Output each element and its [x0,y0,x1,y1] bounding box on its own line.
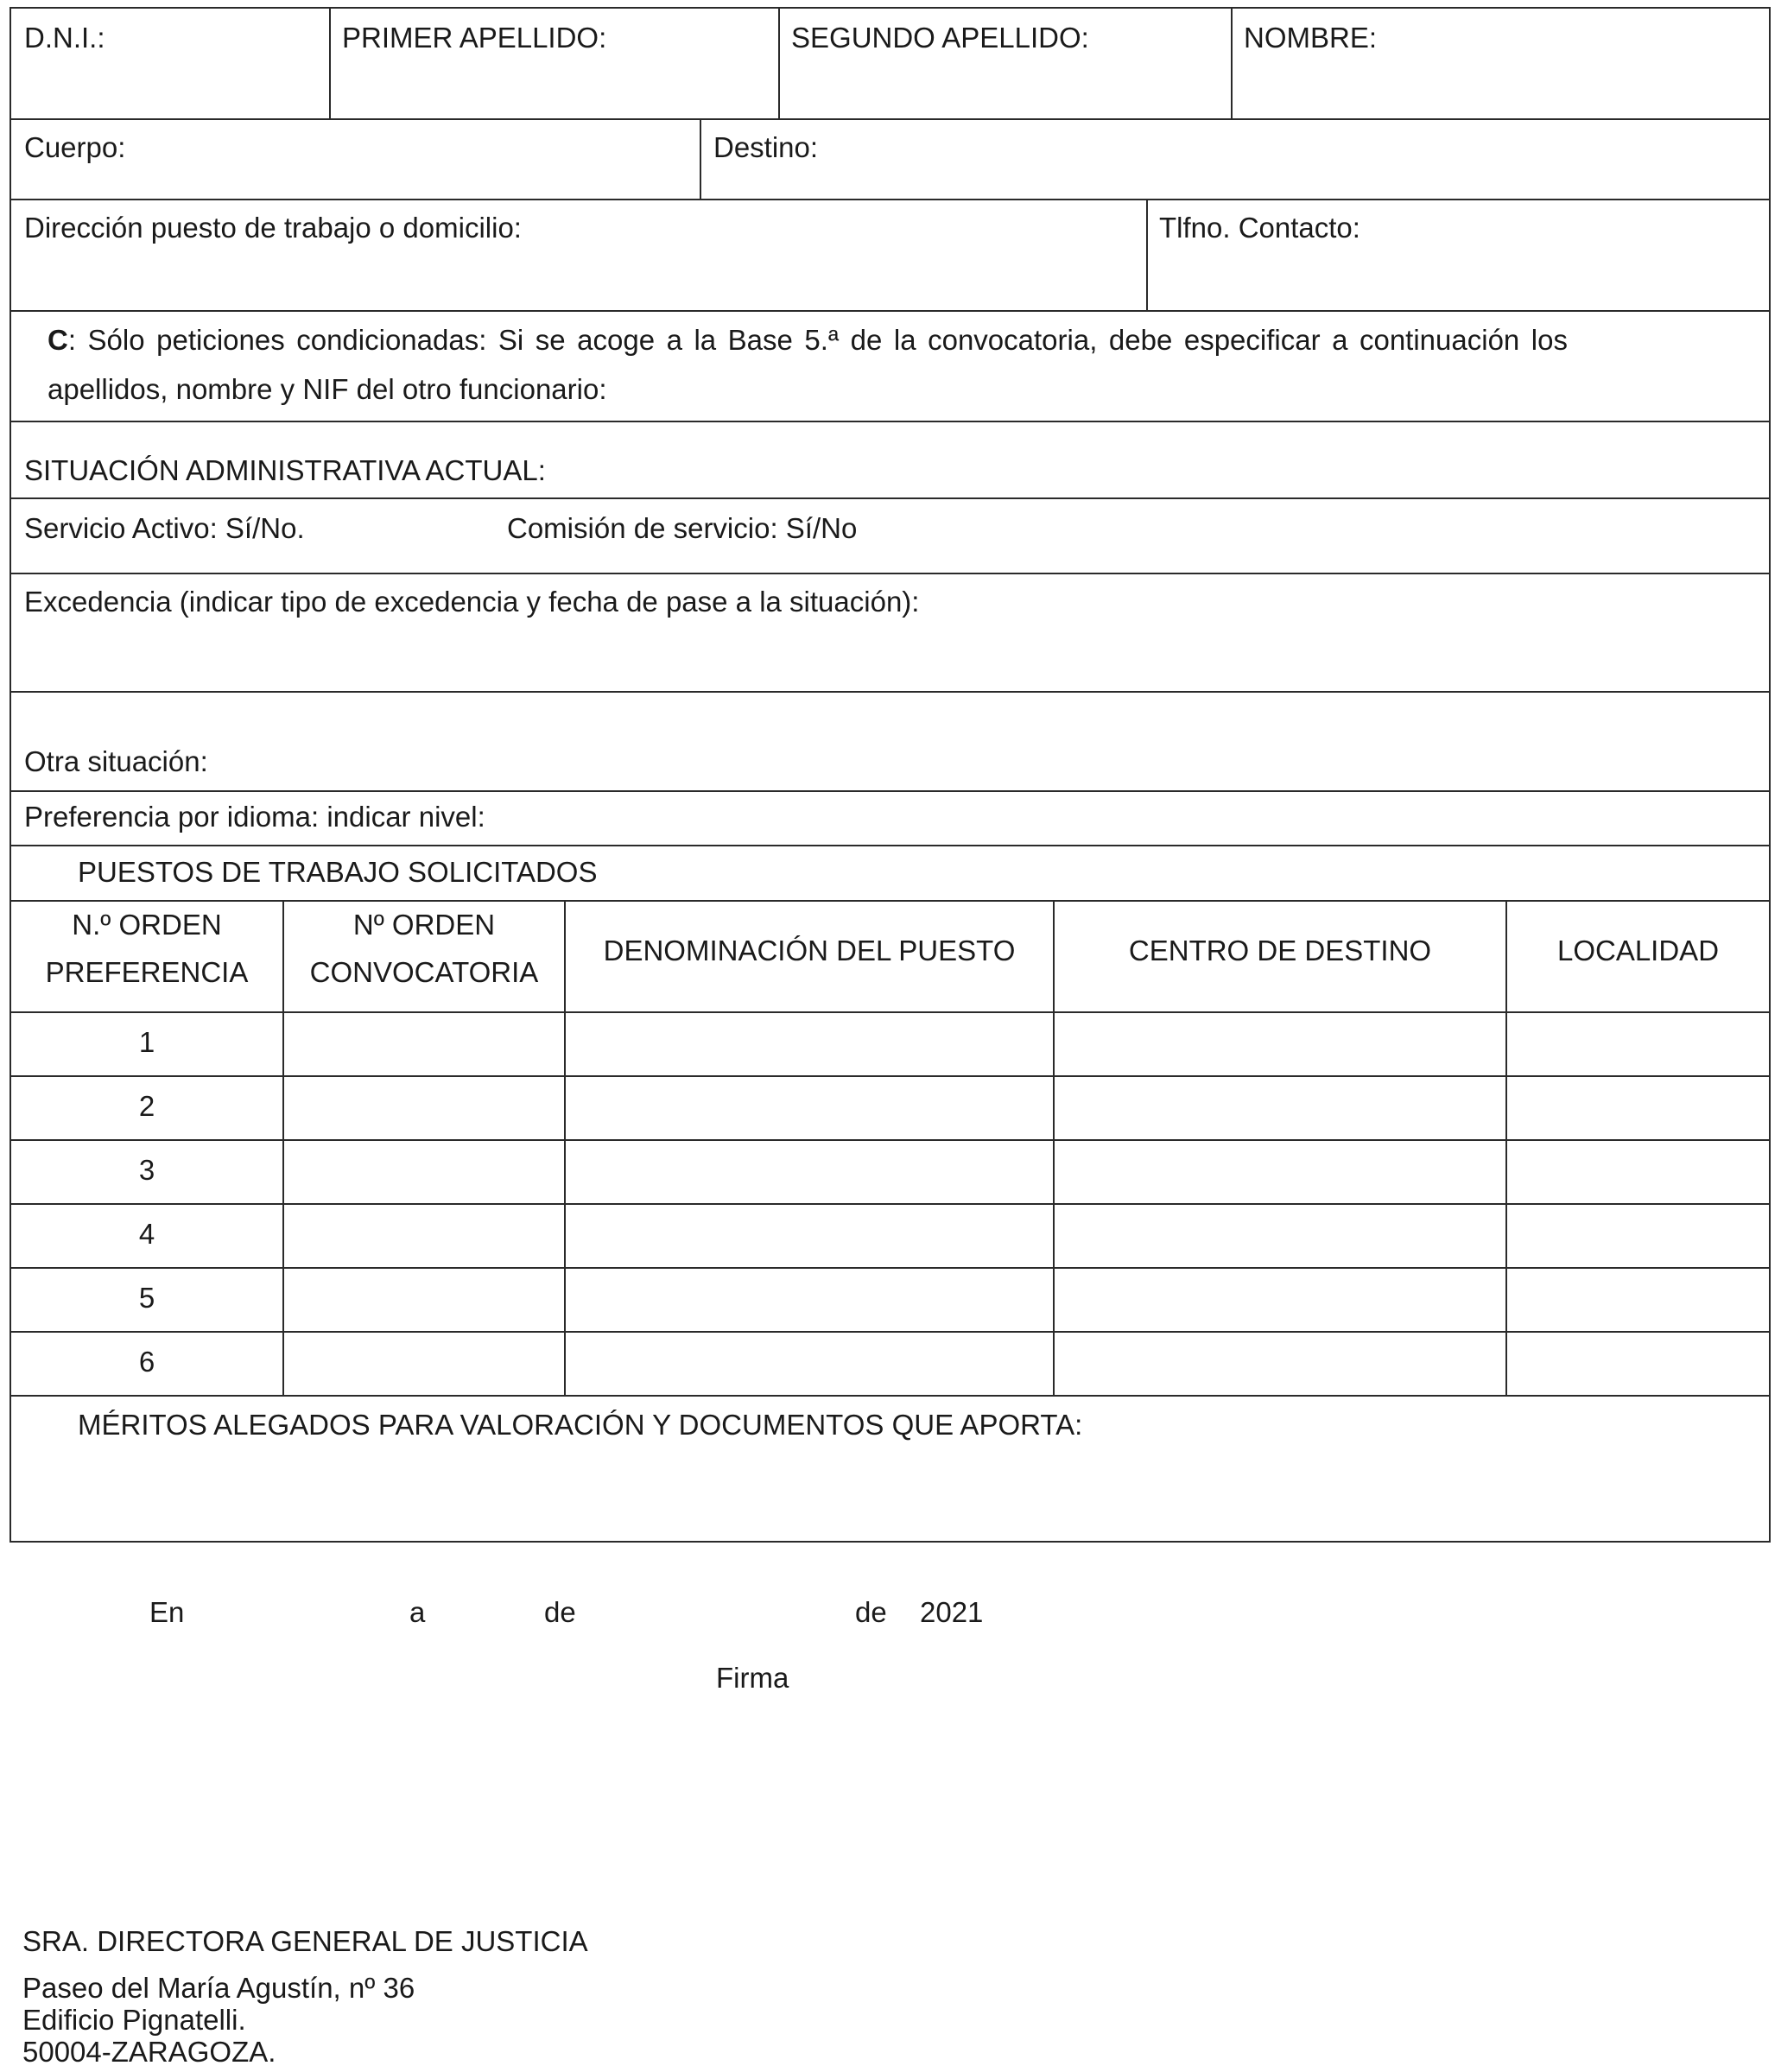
col-header-orden-preferencia: N.º ORDEN [72,909,222,941]
row-divider [11,790,1769,792]
table-row-number: 1 [138,1026,155,1058]
comision-servicio-label: Comisión de servicio: Sí/No [507,512,858,544]
col-divider [778,9,780,118]
telefono-label: Tlfno. Contacto: [1159,212,1360,244]
col-header-orden-convocatoria-2: CONVOCATORIA [309,956,539,988]
row-divider [11,691,1769,693]
row-divider [11,421,1769,422]
primer-apellido-label: PRIMER APELLIDO: [342,22,607,54]
excedencia-label: Excedencia (indicar tipo de excedencia y fecha de pase a la situación): [24,586,920,618]
nombre-label: NOMBRE: [1244,22,1378,54]
meritos-title: MÉRITOS ALEGADOS PARA VALORACIÓN Y DOCUMENTOS QUE APORTA: [78,1409,1083,1441]
addressee-city: 50004-ZARAGOZA. [22,2036,276,2068]
row-divider [11,573,1769,574]
col-divider [329,9,331,118]
direccion-label: Dirección puesto de trabajo o domicilio: [24,212,522,244]
row-divider [11,1395,1769,1397]
conditional-note [48,315,1568,414]
row-divider [11,310,1769,312]
addressee-building: Edificio Pignatelli. [22,2004,246,2036]
puestos-title: PUESTOS DE TRABAJO SOLICITADOS [78,856,598,888]
firma-label: Firma [716,1662,789,1694]
row-divider [11,199,1769,200]
signature-de-2: de [855,1596,887,1628]
col-header-denominacion: DENOMINACIÓN DEL PUESTO [603,935,1016,966]
col-divider [564,900,566,1395]
signature-de: de [544,1596,576,1628]
signature-en: En [149,1596,185,1628]
row-divider [11,497,1769,499]
idioma-label: Preferencia por idioma: indicar nivel: [24,801,485,833]
application-form [10,7,1771,1543]
table-row-number: 6 [138,1346,155,1378]
dni-label: D.N.I.: [24,22,105,54]
col-divider [1146,199,1148,310]
otra-situacion-label: Otra situación: [24,745,208,777]
conditional-marker: C [48,324,68,356]
addressee-street: Paseo del María Agustín, nº 36 [22,1972,415,2004]
col-header-orden-convocatoria: Nº ORDEN [352,909,496,941]
col-divider [1053,900,1055,1395]
col-divider [1505,900,1507,1395]
col-header-centro-destino: CENTRO DE DESTINO [1128,935,1432,966]
destino-label: Destino: [713,131,819,163]
row-divider [11,118,1769,120]
situacion-title: SITUACIÓN ADMINISTRATIVA ACTUAL: [24,454,546,486]
servicio-activo-label: Servicio Activo: Sí/No. [24,512,305,544]
col-divider [700,118,701,199]
table-row-number: 5 [138,1282,155,1314]
row-divider [11,845,1769,846]
table-row-number: 2 [138,1090,155,1122]
conditional-text: : Sólo peticiones condicionadas: Si se acoge a la Base 5.ª de la convocatoria, debe especificar a continuación los apellidos, nombre y NIF del otro funcionario: [48,324,1568,405]
segundo-apellido-label: SEGUNDO APELLIDO: [791,22,1089,54]
signature-year: 2021 [920,1596,984,1628]
addressee-title: SRA. DIRECTORA GENERAL DE JUSTICIA [22,1925,588,1957]
col-divider [1231,9,1233,118]
cuerpo-label: Cuerpo: [24,131,126,163]
table-row-number: 3 [138,1154,155,1186]
col-header-localidad: LOCALIDAD [1556,935,1720,966]
table-row-number: 4 [138,1218,155,1250]
signature-a: a [409,1596,426,1628]
col-header-orden-preferencia-2: PREFERENCIA [45,956,249,988]
